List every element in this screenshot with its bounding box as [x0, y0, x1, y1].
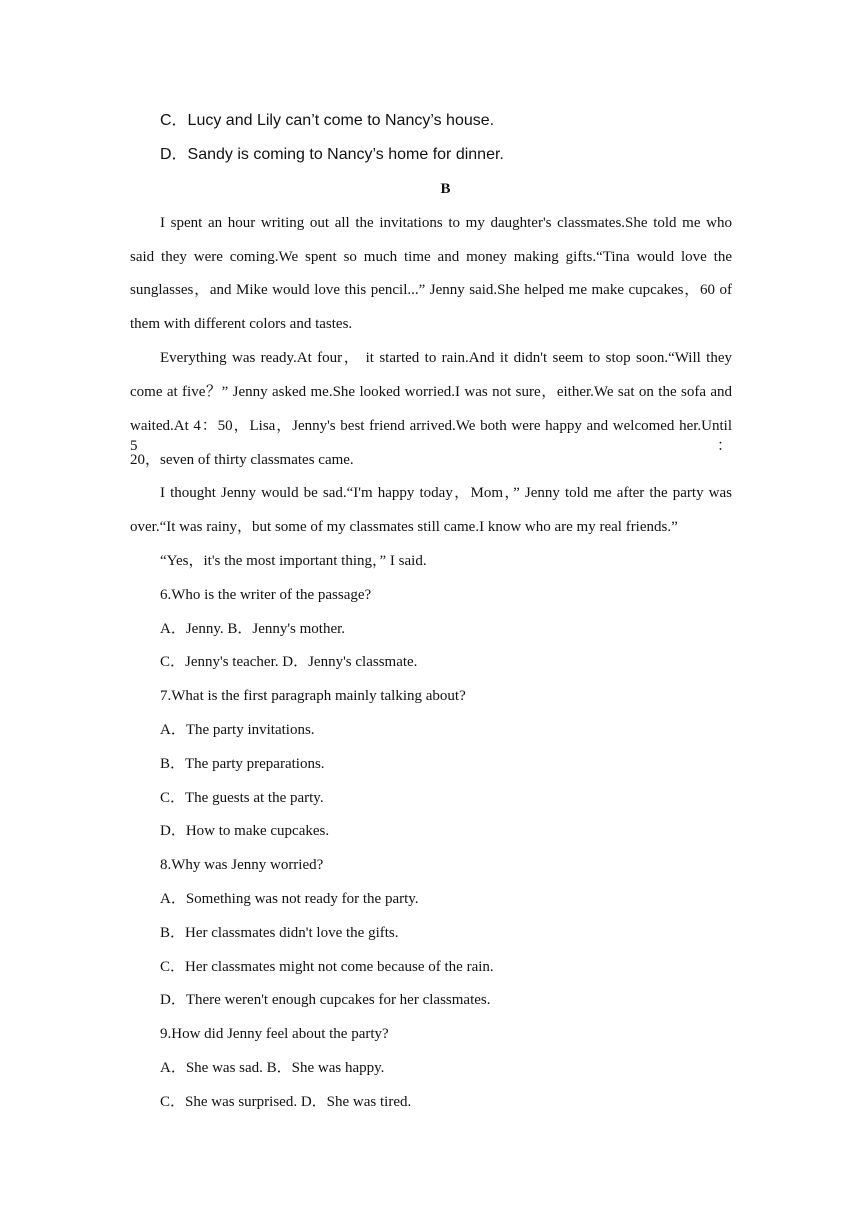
question-8-option-a: A．Something was not ready for the party. — [160, 891, 419, 907]
passage-line: come at five？” Jenny asked me.She looked worried.I was not sure，either.We sat on the sofa and — [130, 384, 732, 400]
passage-line: over.“It was rainy，but some of my classmates still came.I know who are my real friends.” — [130, 519, 678, 535]
passage-line: I spent an hour writing out all the invitations to my daughter's classmates.She told me who — [160, 215, 732, 231]
question-8-option-d: D．There weren't enough cupcakes for her classmates. — [160, 992, 491, 1008]
section-title: B — [440, 181, 451, 197]
passage-line: them with different colors and tastes. — [130, 316, 353, 332]
question-7-option-d: D．How to make cupcakes. — [160, 823, 330, 839]
passage-line: said they were coming.We spent so much time and money making gifts.“Tina would love the — [130, 249, 732, 265]
passage-line: Everything was ready.At four， it started to rain.And it didn't seem to stop soon.“Will they — [160, 350, 732, 366]
passage-line: I thought Jenny would be sad.“I'm happy today，Mom，” Jenny told me after the party was — [160, 485, 732, 501]
question-7-option-a: A．The party invitations. — [160, 722, 315, 738]
question-7-option-c: C．The guests at the party. — [160, 790, 324, 806]
question-8-option-b: B．Her classmates didn't love the gifts. — [160, 925, 399, 941]
passage-line: 20，seven of thirty classmates came. — [130, 452, 354, 468]
question-6-options-cd: C．Jenny's teacher. D．Jenny's classmate. — [160, 654, 418, 670]
passage-line: “Yes，it's the most important thing，” I said. — [160, 553, 427, 569]
question-9-options-ab: A．She was sad. B．She was happy. — [160, 1060, 385, 1076]
question-7-option-b: B．The party preparations. — [160, 756, 325, 772]
question-6: 6.Who is the writer of the passage? — [160, 587, 372, 603]
passage-line: sunglasses，and Mike would love this pencil...” Jenny said.She helped me make cupcakes，60 of — [130, 282, 732, 298]
option-c-prev: C．Lucy and Lily can’t come to Nancy’s house. — [160, 112, 495, 129]
question-9: 9.How did Jenny feel about the party? — [160, 1026, 389, 1042]
question-8-option-c: C．Her classmates might not come because of the rain. — [160, 959, 494, 975]
option-d-prev: D．Sandy is coming to Nancy’s home for dinner. — [160, 146, 504, 163]
question-7: 7.What is the first paragraph mainly talking about? — [160, 688, 466, 704]
question-6-options-ab: A．Jenny. B．Jenny's mother. — [160, 621, 346, 637]
question-8: 8.Why was Jenny worried? — [160, 857, 324, 873]
passage-line: waited.At 4：50，Lisa，Jenny's best friend arrived.We both were happy and welcomed her.Until 5： — [130, 418, 732, 454]
question-9-options-cd: C．She was surprised. D．She was tired. — [160, 1094, 412, 1110]
